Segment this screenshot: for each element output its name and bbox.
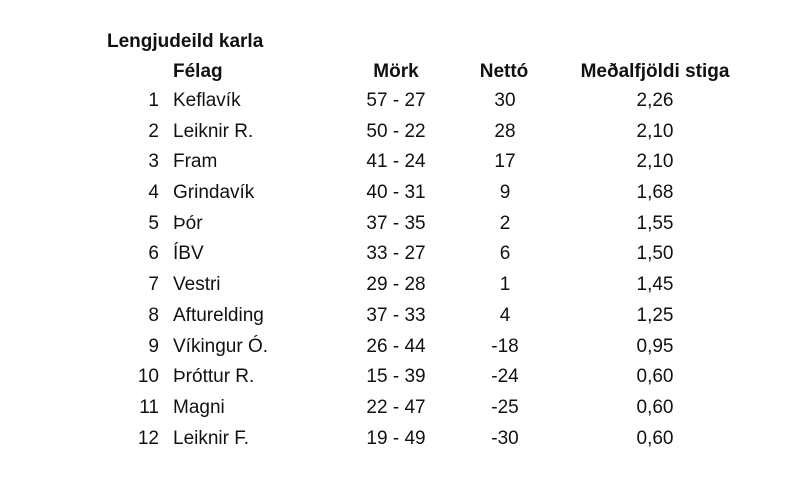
row-rank: 7 <box>148 274 159 296</box>
row-average-points: 2,26 <box>636 90 674 111</box>
row-rank: 8 <box>148 304 159 326</box>
row-rank: 1 <box>148 90 159 111</box>
row-average-points: 1,68 <box>636 182 674 204</box>
row-net: -18 <box>491 335 519 357</box>
row-team: Vestri <box>173 274 221 296</box>
row-goals: 22 - 47 <box>366 396 426 418</box>
row-average-points: 2,10 <box>636 120 674 142</box>
row-goals: 57 - 27 <box>366 90 426 111</box>
row-rank: 2 <box>148 120 159 142</box>
row-goals: 15 - 39 <box>366 366 426 388</box>
table-row <box>0 333 800 364</box>
table-title: Lengjudeild karla <box>107 31 264 52</box>
row-net: 9 <box>499 182 511 204</box>
row-goals: 37 - 35 <box>366 212 426 234</box>
table-row <box>0 179 800 210</box>
column-header-team: Félag <box>173 61 223 82</box>
table-row <box>0 363 800 394</box>
row-goals: 19 - 49 <box>366 427 426 449</box>
row-average-points: 0,60 <box>636 427 674 449</box>
table-row <box>0 240 800 271</box>
row-team: Leiknir R. <box>173 120 254 142</box>
row-team: Þór <box>173 212 203 234</box>
row-net: -24 <box>491 366 519 388</box>
column-header-average-points: Meðalfjöldi stiga <box>580 61 730 82</box>
row-team: Þróttur R. <box>173 366 255 388</box>
row-goals: 37 - 33 <box>366 304 426 326</box>
row-net: 4 <box>499 304 511 326</box>
row-average-points: 1,50 <box>636 243 674 265</box>
row-rank: 6 <box>148 243 159 265</box>
row-goals: 33 - 27 <box>366 243 426 265</box>
row-average-points: 0,95 <box>636 335 674 357</box>
table-row <box>0 210 800 241</box>
table-row <box>0 118 800 149</box>
table-row <box>0 87 800 118</box>
row-goals: 29 - 28 <box>366 274 426 296</box>
row-rank: 10 <box>137 366 159 388</box>
row-net: 6 <box>499 243 511 265</box>
standings-table <box>0 87 800 455</box>
row-team: Fram <box>173 151 218 173</box>
table-row <box>0 394 800 425</box>
row-net: 30 <box>494 90 516 111</box>
row-average-points: 1,45 <box>636 274 674 296</box>
row-team: Víkingur Ó. <box>173 335 269 357</box>
row-team: Leiknir F. <box>173 427 250 449</box>
column-header-net: Nettó <box>479 61 529 82</box>
row-average-points: 0,60 <box>636 396 674 418</box>
row-goals: 40 - 31 <box>366 182 426 204</box>
row-team: Afturelding <box>173 304 264 326</box>
row-net: -25 <box>491 396 519 418</box>
row-net: 2 <box>499 212 511 234</box>
row-team: Grindavík <box>173 182 255 204</box>
row-team: ÍBV <box>173 243 204 265</box>
row-net: -30 <box>491 427 519 449</box>
row-team: Keflavík <box>173 90 241 111</box>
table-row <box>0 148 800 179</box>
row-rank: 9 <box>148 335 159 357</box>
table-row <box>0 271 800 302</box>
row-rank: 12 <box>137 427 159 449</box>
row-team: Magni <box>173 396 225 418</box>
row-rank: 4 <box>148 182 159 204</box>
row-net: 17 <box>494 151 516 173</box>
row-rank: 5 <box>148 212 159 234</box>
row-average-points: 1,55 <box>636 212 674 234</box>
row-goals: 26 - 44 <box>366 335 426 357</box>
row-rank: 3 <box>148 151 159 173</box>
row-rank: 11 <box>139 396 159 418</box>
row-goals: 50 - 22 <box>366 120 426 142</box>
row-goals: 41 - 24 <box>366 151 426 173</box>
table-row <box>0 425 800 456</box>
table-row <box>0 302 800 333</box>
row-average-points: 1,25 <box>636 304 674 326</box>
row-net: 28 <box>494 120 516 142</box>
column-header-goals: Mörk <box>373 61 419 82</box>
row-average-points: 0,60 <box>636 366 674 388</box>
row-average-points: 2,10 <box>636 151 674 173</box>
row-net: 1 <box>499 274 511 296</box>
